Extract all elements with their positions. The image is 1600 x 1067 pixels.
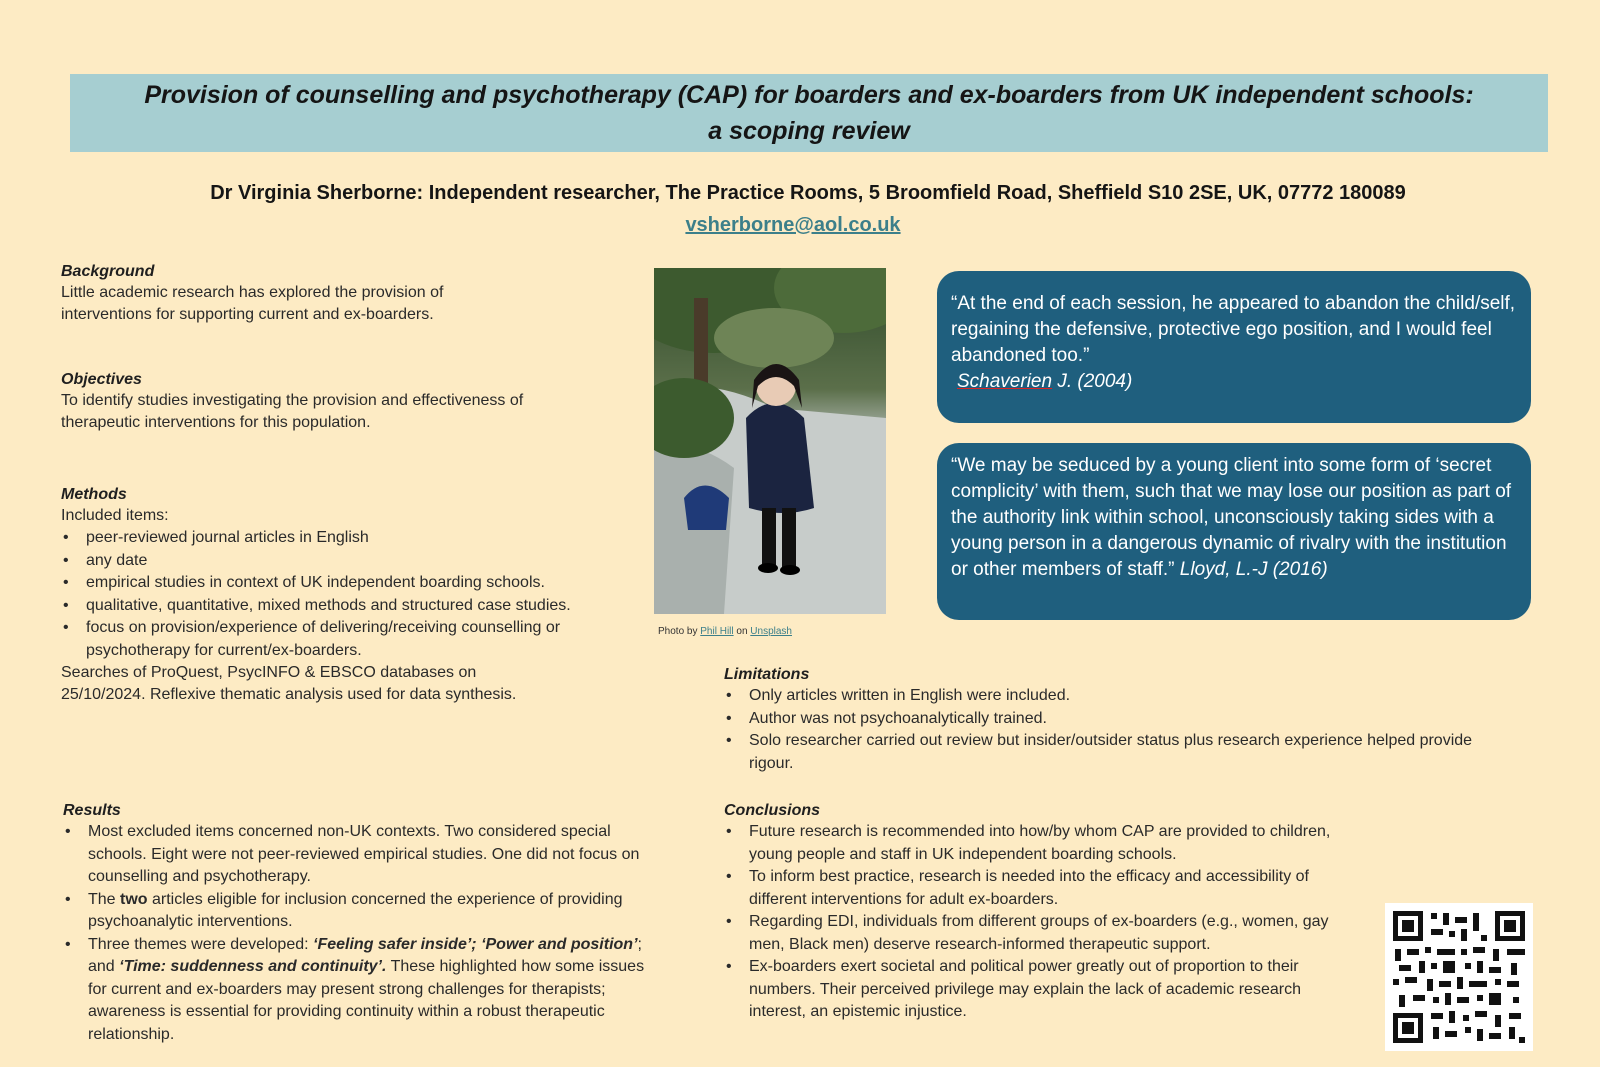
limitations-section [724, 664, 1484, 775]
quote-box-2 [937, 443, 1531, 620]
limitations-item: • Solo researcher carried out review but insider/outsider status plus research experience helped provide rigour. [724, 730, 1484, 775]
poster-title [70, 74, 1548, 152]
limitations-item: • Author was not psychoanalytically trained. [724, 708, 1484, 731]
title-line-1: Provision of counselling and psychotherapy (CAP) for boarders and ex-boarders from UK independent schools: [144, 81, 1474, 109]
photo-credit [658, 626, 792, 637]
objectives-text-line-2: therapeutic interventions for this population. [61, 414, 371, 431]
limitations-heading: Limitations [724, 666, 810, 683]
citation-year: J. (2004) [1052, 371, 1133, 392]
quote-1-text: “At the end of each session, he appeared to abandon the child/self, regaining the defensive, protective ego position, and I would feel abandoned too.” [951, 293, 1516, 366]
results-text: These highlighted how some issues for current and ex-boarders may present strong challenges for therapists; awareness is essential for providing continuity within a robust therapeutic relationship. [88, 958, 645, 1043]
background-text-line-1: Little academic research has explored the provision of [61, 284, 444, 301]
qr-code-icon[interactable] [1385, 903, 1533, 1051]
methods-searches-line-2: 25/10/2024. Reflexive thematic analysis used for data synthesis. [61, 686, 517, 703]
photo-girl-sitting [654, 268, 886, 614]
limitations-item: • Only articles written in English were included. [724, 685, 1484, 708]
methods-item: • any date [61, 550, 631, 573]
theme-label: ‘Time: suddenness and continuity’. [119, 958, 387, 975]
results-item [63, 889, 653, 934]
photo-credit-author-link[interactable]: Phil Hill [700, 626, 734, 637]
results-heading: Results [63, 802, 121, 819]
conclusions-item: • Future research is recommended into how/by whom CAP are provided to children, young people and staff in UK independent boarding schools. [724, 821, 1344, 866]
methods-intro: Included items: [61, 507, 169, 524]
results-list [63, 821, 653, 1046]
citation-name: Schaverien [957, 371, 1053, 392]
background-heading: Background [61, 263, 155, 280]
qr-code-graphic [1385, 903, 1533, 1051]
photo-credit-mid: on [733, 626, 751, 637]
photo-credit-prefix: Photo by [658, 626, 701, 637]
quote-2-text: “We may be seduced by a young client into some form of ‘secret complicity’ with them, such that we may lose our position as part of the authority link within school, unconsciously taking sides with a young person in a dangerous dynamic of rivalry with the institution or other members of staff.” [951, 455, 1512, 580]
objectives-section [61, 369, 641, 434]
results-section [63, 800, 653, 1046]
methods-item: • peer-reviewed journal articles in English [61, 527, 631, 550]
author-line: Dr Virginia Sherborne: Independent researcher, The Practice Rooms, 5 Broomfield Road, Sheffield S10 2SE, UK, 07772 180089 [210, 182, 1406, 204]
title-line-2: a scoping review [708, 117, 910, 145]
objectives-heading: Objectives [61, 371, 142, 388]
results-item: • Most excluded items concerned non-UK contexts. Two considered special schools. Eight were not peer-reviewed empirical studies. One did not focus on counselling and psychotherapy. [63, 821, 653, 889]
theme-label: ‘Feeling safer inside’; ‘Power and position’ [313, 935, 638, 953]
limitations-list [724, 685, 1484, 775]
conclusions-item: • Ex-boarders exert societal and political power greatly out of proportion to their numbers. Their perceived privilege may explain the lack of academic research interest, an epistemic injustice. [724, 956, 1344, 1024]
email-link[interactable]: vsherborne@aol.co.uk [685, 214, 901, 236]
conclusions-section [724, 800, 1344, 1024]
photo-illustration [654, 268, 886, 614]
results-item [63, 934, 653, 1047]
quote-box-1 [937, 271, 1531, 423]
results-text: The [88, 890, 121, 908]
methods-searches-line-1: Searches of ProQuest, PsycINFO & EBSCO databases on [61, 664, 477, 681]
objectives-text-line-1: To identify studies investigating the provision and effectiveness of [61, 392, 524, 409]
results-text: ; and [88, 935, 642, 975]
conclusions-list [724, 821, 1344, 1024]
quote-2-citation: Lloyd, L.-J (2016) [1179, 559, 1328, 580]
methods-item: • qualitative, quantitative, mixed methods and structured case studies. [61, 595, 631, 618]
methods-heading: Methods [61, 486, 127, 503]
methods-item: • empirical studies in context of UK independent boarding schools. [61, 572, 631, 595]
results-text: articles eligible for inclusion concerned the experience of providing psychoanalytic interventions. [88, 890, 623, 930]
results-emphasis: two [120, 890, 148, 908]
methods-item: • focus on provision/experience of delivering/receiving counselling or psychotherapy for current/ex-boarders. [61, 617, 631, 662]
methods-section [61, 484, 631, 706]
background-text-line-2: interventions for supporting current and ex-boarders. [61, 306, 434, 323]
methods-list [61, 527, 631, 662]
photo-credit-site-link[interactable]: Unsplash [750, 626, 792, 637]
background-section [61, 261, 621, 326]
conclusions-item: • Regarding EDI, individuals from different groups of ex-boarders (e.g., women, gay men, Black men) deserve research-informed therapeutic support. [724, 911, 1344, 956]
conclusions-item: • To inform best practice, research is needed into the efficacy and accessibility of different interventions for adult ex-boarders. [724, 866, 1344, 911]
results-text: Three themes were developed: [88, 935, 314, 953]
conclusions-heading: Conclusions [724, 802, 821, 819]
quote-1-citation [951, 369, 1517, 395]
